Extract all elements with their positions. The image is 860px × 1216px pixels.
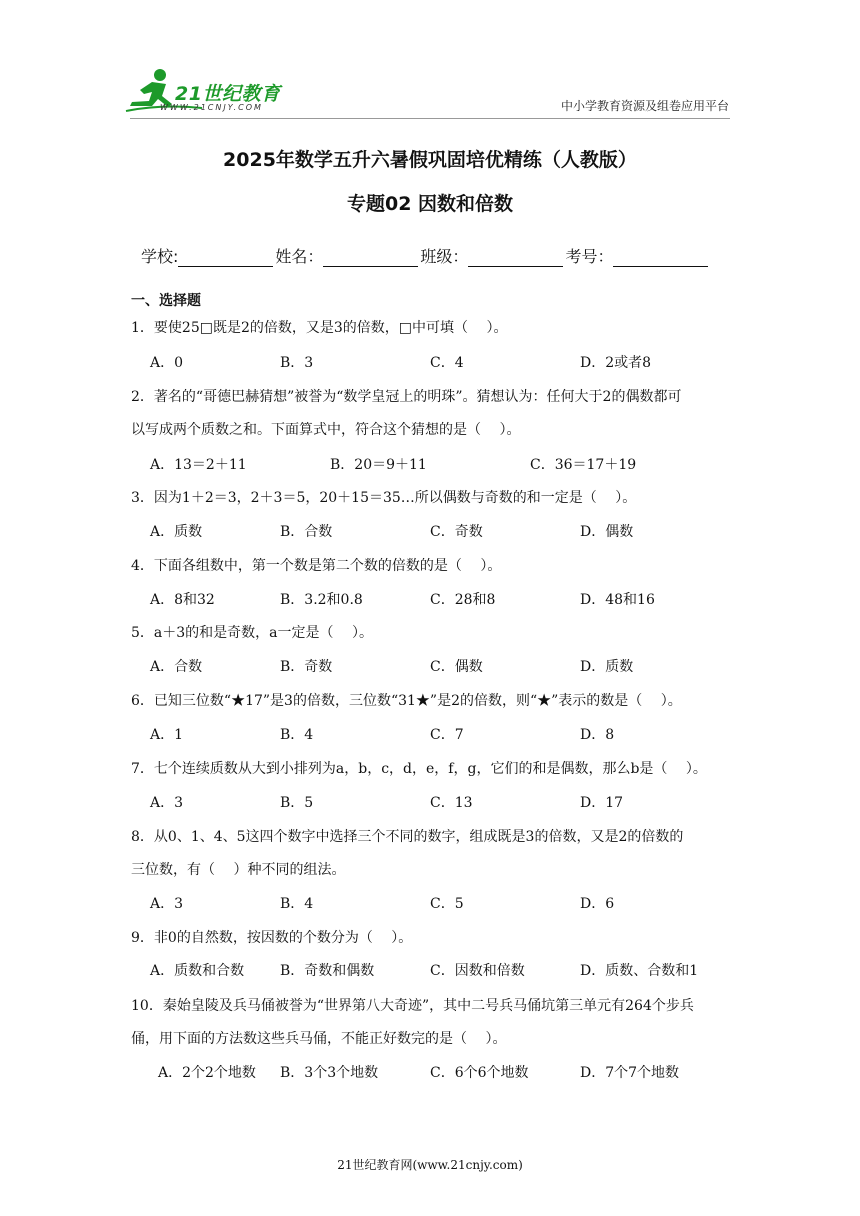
option-a[interactable]: A．质数和合数 — [150, 963, 245, 979]
option-b[interactable]: B．合数 — [280, 524, 333, 540]
section-heading: 一、选择题 — [131, 293, 201, 309]
option-b[interactable]: B．4 — [280, 896, 314, 912]
option-c[interactable]: C．7 — [430, 727, 464, 743]
name-blank[interactable] — [323, 248, 418, 267]
option-d[interactable]: D．质数、合数和1 — [580, 963, 699, 979]
option-d[interactable]: D．2或者8 — [580, 355, 652, 371]
exam-number-field[interactable] — [565, 244, 710, 267]
option-c[interactable]: C．36＝17＋19 — [530, 457, 637, 473]
option-c[interactable]: C．偶数 — [430, 659, 483, 675]
option-c[interactable]: C．6个6个地数 — [430, 1065, 529, 1081]
option-b[interactable]: B．3.2和0.8 — [280, 592, 363, 608]
exam-number-blank[interactable] — [613, 248, 708, 267]
question-8-text: 8．从0、1、4、5这四个数字中选择三个不同的数字，组成既是3的倍数，又是2的倍数的 — [131, 829, 684, 845]
school-label: 学校: — [141, 247, 179, 266]
student-info-row — [141, 244, 710, 267]
school-blank[interactable] — [178, 248, 273, 267]
option-b[interactable]: B．20＝9＋11 — [330, 457, 427, 473]
class-label: 班级： — [420, 247, 469, 266]
option-d[interactable]: D．6 — [580, 896, 615, 912]
page-header — [0, 0, 860, 125]
name-label: 姓名： — [275, 247, 324, 266]
option-c[interactable]: C．28和8 — [430, 592, 496, 608]
option-b[interactable]: B．奇数 — [280, 659, 333, 675]
option-a[interactable]: A．0 — [150, 355, 184, 371]
question-7-text: 7．七个连续质数从大到小排列为a，b，c，d，e，f，g，它们的和是偶数，那么b是（ ）。 — [131, 761, 707, 777]
class-blank[interactable] — [468, 248, 563, 267]
exam-number-label: 考号： — [565, 247, 614, 266]
option-c[interactable]: C．13 — [430, 795, 473, 811]
question-8-text-cont: 三位数，有（ ）种不同的组法。 — [131, 862, 346, 878]
option-b[interactable]: B．奇数和偶数 — [280, 963, 375, 979]
option-c[interactable]: C．奇数 — [430, 524, 483, 540]
question-10-text-cont: 俑，用下面的方法数这些兵马俑，不能正好数完的是（ ）。 — [131, 1031, 507, 1047]
question-2-text-cont: 以写成两个质数之和。下面算式中，符合这个猜想的是（ ）。 — [131, 422, 521, 438]
option-d[interactable]: D．偶数 — [580, 524, 634, 540]
option-a[interactable]: A．2个2个地数 — [158, 1065, 256, 1081]
option-a[interactable]: A．1 — [150, 727, 184, 743]
platform-label: 中小学教育资源及组卷应用平台 — [560, 99, 729, 113]
question-1-text: 1．要使25□既是2的倍数，又是3的倍数，□中可填（ ）。 — [131, 320, 508, 336]
option-c[interactable]: C．因数和倍数 — [430, 963, 525, 979]
question-10-text: 10．秦始皇陵及兵马俑被誉为“世界第八大奇迹”，其中二号兵马俑坑第三单元有264个步兵 — [131, 998, 694, 1014]
option-c[interactable]: C．4 — [430, 355, 464, 371]
option-d[interactable]: D．17 — [580, 795, 624, 811]
option-a[interactable]: A．3 — [150, 795, 184, 811]
option-a[interactable]: A．3 — [150, 896, 184, 912]
option-a[interactable]: A．质数 — [150, 524, 203, 540]
page-footer: 21世纪教育网(www.21cnjy.com) — [337, 1158, 523, 1172]
option-c[interactable]: C．5 — [430, 896, 464, 912]
option-a[interactable]: A．8和32 — [150, 592, 215, 608]
question-5-text: 5．a＋3的和是奇数，a一定是（ ）。 — [131, 625, 373, 641]
question-3-text: 3．因为1＋2＝3，2＋3＝5，20＋15＝35…所以偶数与奇数的和一定是（ ）。 — [131, 490, 637, 506]
header-divider — [130, 118, 730, 119]
option-d[interactable]: D．7个7个地数 — [580, 1065, 680, 1081]
document-subtitle: 专题02 因数和倍数 — [346, 193, 514, 215]
question-6-text: 6．已知三位数“★17”是3的倍数，三位数“31★”是2的倍数，则“★”表示的数是（ ）。 — [131, 693, 682, 709]
option-b[interactable]: B．3个3个地数 — [280, 1065, 379, 1081]
school-field[interactable] — [141, 244, 275, 267]
option-a[interactable]: A．13＝2＋11 — [150, 457, 247, 473]
name-field[interactable] — [275, 244, 420, 267]
question-2-text: 2．著名的“哥德巴赫猜想”被誉为“数学皇冠上的明珠”。猜想认为：任何大于2的偶数都可 — [131, 389, 682, 405]
logo-url: WWW.21CNJY.COM — [160, 103, 263, 112]
question-4-text: 4．下面各组数中，第一个数是第二个数的倍数的是（ ）。 — [131, 558, 502, 574]
class-field[interactable] — [420, 244, 565, 267]
option-d[interactable]: D．48和16 — [580, 592, 655, 608]
option-b[interactable]: B．3 — [280, 355, 314, 371]
option-b[interactable]: B．5 — [280, 795, 314, 811]
document-title: 2025年数学五升六暑假巩固培优精练（人教版） — [223, 149, 637, 171]
option-d[interactable]: D．8 — [580, 727, 615, 743]
option-d[interactable]: D．质数 — [580, 659, 634, 675]
option-a[interactable]: A．合数 — [150, 659, 203, 675]
logo-text: 21世纪教育 — [175, 83, 281, 105]
option-b[interactable]: B．4 — [280, 727, 314, 743]
question-9-text: 9．非0的自然数，按因数的个数分为（ ）。 — [131, 930, 413, 946]
